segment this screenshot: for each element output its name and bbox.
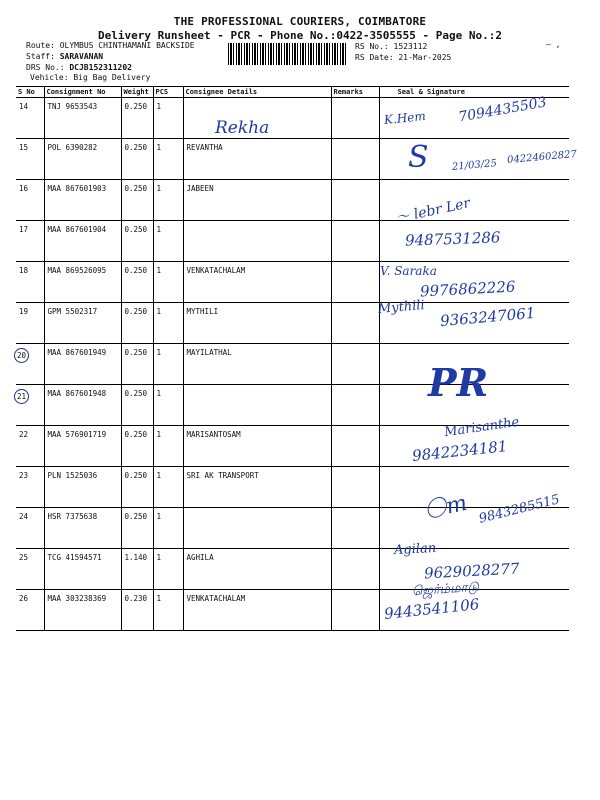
row-weight-text: 1.140: [124, 553, 148, 562]
row-sno: [16, 98, 44, 139]
row-sno: [16, 303, 44, 344]
row-remarks: [331, 467, 379, 508]
row-weight-text: 0.250: [124, 266, 148, 275]
signature-26-phone: 9443541106: [383, 595, 481, 623]
row-consignee: [183, 221, 331, 262]
row-pcs-text: 1: [156, 348, 162, 357]
row-consignment-no: [44, 180, 121, 221]
col-header-pcs: PCS: [153, 87, 183, 98]
row-consignee-text: SRI AK TRANSPORT: [186, 471, 259, 480]
row-sno: [16, 467, 44, 508]
row-sno-text: 14: [19, 102, 29, 111]
signature-22-name: Marisanthe: [443, 414, 521, 441]
row-sno-text: 18: [19, 266, 29, 275]
row-sno-text: 15: [19, 143, 29, 152]
row-consignment-no: [44, 508, 121, 549]
row-weight-text: 0.250: [124, 225, 148, 234]
row-pcs: [153, 180, 183, 221]
row-consignment-no-text: MAA 867601948: [47, 389, 107, 398]
staff-value: SARAVANAN: [59, 52, 104, 61]
row-sno: [16, 180, 44, 221]
rs-no-line: [355, 42, 427, 52]
signature-26-mark: ஜெர்ம்மாடு: [411, 579, 480, 600]
row-sno-text: 23: [19, 471, 29, 480]
row-remarks: [331, 180, 379, 221]
row-pcs-text: 1: [156, 102, 162, 111]
consignee-handwriting-14: Rekha: [215, 118, 270, 138]
col-header-consignee: Consignee Details: [183, 87, 331, 98]
row-weight: [121, 467, 153, 508]
row-consignment-no-text: PLN 1525036: [47, 471, 98, 480]
table-row: [16, 590, 569, 631]
row-consignment-no: [44, 262, 121, 303]
row-consignee: [183, 508, 331, 549]
row-weight: [121, 303, 153, 344]
row-consignee: [183, 590, 331, 631]
row-pcs-text: 1: [156, 553, 162, 562]
col-header-consignment: Consignment No: [44, 87, 121, 98]
row-weight: [121, 508, 153, 549]
staff-line: [26, 52, 103, 62]
signature-15-date: 21/03/25: [451, 158, 498, 173]
row-pcs: [153, 139, 183, 180]
row-weight-text: 0.250: [124, 512, 148, 521]
route-value: OLYMBUS CHINTHAMANI BACKSIDE: [59, 41, 195, 50]
staff-label: Staff:: [26, 52, 55, 61]
row-consignee: [183, 467, 331, 508]
row-consignment-no-text: MAA 576901719: [47, 430, 107, 439]
row-pcs-text: 1: [156, 512, 162, 521]
row-pcs: [153, 590, 183, 631]
signature-19-phone: 9363247061: [439, 303, 537, 331]
row-consignment-no-text: TCG 41594571: [47, 553, 102, 562]
row-weight: [121, 221, 153, 262]
row-consignment-no-text: MAA 867601903: [47, 184, 107, 193]
row-consignment-no: [44, 98, 121, 139]
drs-value: DCJB152311202: [69, 63, 132, 72]
row-weight-text: 0.230: [124, 594, 148, 603]
row-consignee: [183, 262, 331, 303]
table-row: [16, 467, 569, 508]
row-remarks: [331, 508, 379, 549]
row-pcs: [153, 262, 183, 303]
row-sno-text: 21: [14, 389, 29, 404]
row-consignee: [183, 549, 331, 590]
col-header-signature: Seal & Signature: [379, 87, 569, 98]
row-pcs-text: 1: [156, 143, 162, 152]
row-consignment-no: [44, 385, 121, 426]
row-consignee-text: MYTHILI: [186, 307, 219, 316]
row-remarks: [331, 590, 379, 631]
row-weight: [121, 426, 153, 467]
row-pcs: [153, 385, 183, 426]
row-remarks: [331, 385, 379, 426]
row-pcs-text: 1: [156, 225, 162, 234]
signature-24-mark: 〇m: [422, 490, 470, 525]
row-sno-text: 19: [19, 307, 29, 316]
row-pcs: [153, 549, 183, 590]
row-weight-text: 0.250: [124, 307, 148, 316]
signature-14-phone: 7094435503: [457, 94, 548, 126]
row-sno-text: 22: [19, 430, 29, 439]
row-weight-text: 0.250: [124, 430, 148, 439]
row-pcs-text: 1: [156, 471, 162, 480]
row-consignee: [183, 139, 331, 180]
row-consignee-text: MARISANTOSAM: [186, 430, 241, 439]
row-sno: [16, 549, 44, 590]
row-consignment-no: [44, 139, 121, 180]
row-sno-text: 20: [14, 348, 29, 363]
row-sno-text: 17: [19, 225, 29, 234]
row-sno: [16, 590, 44, 631]
row-sno-text: 25: [19, 553, 29, 562]
row-weight-text: 0.250: [124, 102, 148, 111]
row-consignee-text: AGHILA: [186, 553, 214, 562]
row-consignment-no-text: MAA 867601949: [47, 348, 107, 357]
row-weight: [121, 180, 153, 221]
row-consignment-no: [44, 221, 121, 262]
signature-17-phone: 9487531286: [404, 228, 501, 250]
barcode: [228, 43, 348, 65]
row-consignee: [183, 344, 331, 385]
page-subtitle: Delivery Runsheet - PCR - Phone No.:0422-3505555 - Page No.:2: [98, 29, 502, 42]
col-header-remarks: Remarks: [331, 87, 379, 98]
row-weight: [121, 262, 153, 303]
rs-date-line: [355, 53, 451, 63]
row-sno-text: 24: [19, 512, 29, 521]
col-header-weight: Weight: [121, 87, 153, 98]
corner-mark: — ,: [546, 40, 561, 49]
table-row: [16, 180, 569, 221]
row-pcs: [153, 508, 183, 549]
row-consignee: [183, 426, 331, 467]
col-header-sno: S No: [16, 87, 44, 98]
row-pcs-text: 1: [156, 389, 162, 398]
row-pcs-text: 1: [156, 307, 162, 316]
drs-line: [26, 63, 132, 73]
signature-18-phone: 9976862226: [419, 277, 516, 301]
table-header-row: [16, 87, 569, 98]
row-consignment-no-text: HSR 7375638: [47, 512, 98, 521]
row-consignee: [183, 303, 331, 344]
row-pcs: [153, 426, 183, 467]
signature-25-phone: 9629028277: [423, 559, 520, 583]
rs-date-label: RS Date:: [355, 53, 394, 62]
signature-18-name: V. Saraka: [380, 264, 437, 278]
row-pcs: [153, 344, 183, 385]
row-remarks: [331, 139, 379, 180]
row-remarks: [331, 221, 379, 262]
row-sno: [16, 508, 44, 549]
vehicle-value: Big Bag Delivery: [73, 73, 151, 82]
row-weight: [121, 98, 153, 139]
drs-label: DRS No.:: [26, 63, 65, 72]
row-pcs-text: 1: [156, 266, 162, 275]
signature-22-phone: 9842234181: [411, 437, 509, 465]
vehicle-line: [30, 73, 150, 83]
row-pcs-text: 1: [156, 430, 162, 439]
row-weight-text: 0.250: [124, 184, 148, 193]
route-line: [26, 41, 195, 51]
row-consignee: [183, 385, 331, 426]
row-weight: [121, 590, 153, 631]
row-consignment-no: [44, 426, 121, 467]
row-weight-text: 0.250: [124, 348, 148, 357]
row-sno: [16, 221, 44, 262]
row-sno-text: 16: [19, 184, 29, 193]
row-pcs: [153, 98, 183, 139]
signature-19-name: Mythili: [377, 297, 426, 318]
row-weight: [121, 344, 153, 385]
row-consignment-no-text: MAA 869526095: [47, 266, 107, 275]
row-remarks: [331, 549, 379, 590]
row-consignment-no: [44, 467, 121, 508]
row-consignee-text: VENKATACHALAM: [186, 266, 246, 275]
row-consignment-no-text: TNJ 9653543: [47, 102, 98, 111]
row-consignment-no: [44, 303, 121, 344]
row-weight-text: 0.250: [124, 471, 148, 480]
row-consignee: [183, 180, 331, 221]
row-pcs-text: 1: [156, 594, 162, 603]
row-pcs-text: 1: [156, 184, 162, 193]
row-consignee-text: JABEEN: [186, 184, 214, 193]
row-consignee-text: MAYILATHAL: [186, 348, 232, 357]
row-sno: [16, 426, 44, 467]
signature-25-name: Agilan: [393, 540, 437, 559]
row-weight-text: 0.250: [124, 143, 148, 152]
row-consignment-no: [44, 344, 121, 385]
row-remarks: [331, 98, 379, 139]
row-sno: [16, 262, 44, 303]
row-remarks: [331, 303, 379, 344]
row-consignment-no-text: POL 6390282: [47, 143, 98, 152]
vehicle-label: Vehicle:: [30, 73, 69, 82]
row-consignment-no-text: MAA 303238369: [47, 594, 107, 603]
row-weight: [121, 385, 153, 426]
signature-24-phone: 9843285515: [477, 492, 562, 527]
row-remarks: [331, 262, 379, 303]
row-sno-text: 26: [19, 594, 29, 603]
row-consignee-text: REVANTHA: [186, 143, 223, 152]
row-pcs: [153, 303, 183, 344]
row-weight: [121, 139, 153, 180]
row-sno: [16, 385, 44, 426]
row-pcs: [153, 467, 183, 508]
route-label: Route:: [26, 41, 55, 50]
signature-15-mark: S: [408, 140, 429, 175]
row-pcs: [153, 221, 183, 262]
rs-date-value: 21-Mar-2025: [398, 53, 452, 62]
row-sno: [16, 139, 44, 180]
signature-15-phone: 04224602827: [506, 148, 578, 167]
row-sno: [16, 344, 44, 385]
row-consignment-no: [44, 590, 121, 631]
signature-14-name: K.Hem: [383, 108, 427, 128]
row-consignment-no-text: GPM 5502317: [47, 307, 98, 316]
signature-16-mark: 〜 lebr Ler: [394, 195, 472, 227]
row-consignment-no-text: MAA 867601904: [47, 225, 107, 234]
signature-21-mark: PR: [428, 360, 489, 405]
page-title: THE PROFESSIONAL COURIERS, COIMBATORE: [173, 15, 427, 28]
rs-no-label: RS No.:: [355, 42, 389, 51]
row-consignee-text: VENKATACHALAM: [186, 594, 246, 603]
row-weight: [121, 549, 153, 590]
row-remarks: [331, 426, 379, 467]
row-weight-text: 0.250: [124, 389, 148, 398]
row-remarks: [331, 344, 379, 385]
rs-no-value: 1523112: [393, 42, 428, 51]
row-consignment-no: [44, 549, 121, 590]
